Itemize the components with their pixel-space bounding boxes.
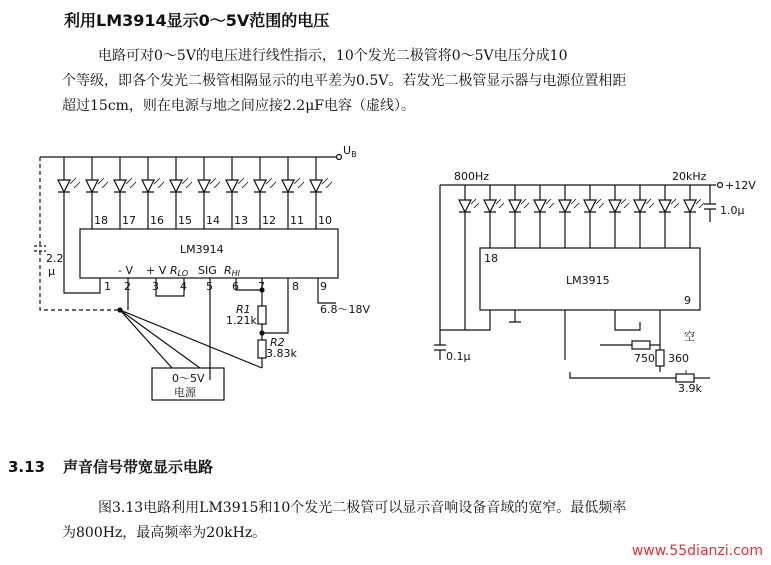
svg-text:16: 16 [150,214,164,227]
section-number: 3.13 [8,458,46,476]
svg-text:12: 12 [262,214,276,227]
r2-value: 3.83k [266,347,297,360]
chip2-pin18: 18 [484,252,498,265]
nc-label: 空 [684,330,695,343]
r2-label: R2 [270,336,285,349]
source-label: 电源 [174,386,196,399]
svg-text:17: 17 [122,214,136,227]
body-line-2: 为800Hz，最高频率为20kHz。 [62,525,267,541]
r750-label: 750 [634,352,655,365]
chip2-pin9: 9 [684,294,691,307]
svg-text:- V: - V [118,264,133,277]
svg-text:7: 7 [258,280,265,293]
r1-label: R1 [236,303,251,316]
intro-line-3: 超过15cm，则在电源与地之间应接2.2μF电容（虚线）。 [62,98,416,114]
freq-high-label: 20kHz [672,170,707,183]
svg-text:2: 2 [124,280,131,293]
supply-range: 6.8～18V [320,303,371,316]
chip1-name: LM3914 [180,243,224,256]
svg-text:9: 9 [320,280,327,293]
svg-text:8: 8 [292,280,299,293]
svg-text:10: 10 [318,214,332,227]
body-line-1: 图3.13电路利用LM3915和10个发光二极管可以显示音响设备音域的宽窄。最低频率 [98,500,627,516]
svg-text:14: 14 [206,214,220,227]
svg-text:3: 3 [152,280,159,293]
section-heading [8,456,213,477]
watermark: www.55dianzi.com [631,543,763,559]
chip2-name: LM3915 [566,274,610,287]
svg-text:6: 6 [232,280,239,293]
intro-line-1: 电路可对0～5V的电压进行线性指示，10个发光二极管将0～5V电压分成10 [98,48,568,64]
section-title: 声音信号带宽显示电路 [63,458,214,476]
svg-text:1: 1 [104,280,111,293]
svg-text:SIG: SIG [198,264,217,277]
led-array-2 [459,185,704,248]
svg-text:RHI: RHI [224,264,241,278]
svg-text:5: 5 [206,280,213,293]
source-voltage: 0～5V [172,372,205,385]
r360-label: 360 [668,352,689,365]
cap-01u-label: 0.1μ [446,350,471,363]
svg-text:13: 13 [234,214,248,227]
svg-text:18: 18 [94,214,108,227]
r1-value: 1.21k [226,314,257,327]
supply-ub-label: $U_B$ [343,144,357,159]
page-title: 利用LM3914显示0～5V范围的电压 [64,11,330,30]
svg-text:RLO: RLO [170,264,189,278]
svg-text:15: 15 [178,214,192,227]
svg-text:11: 11 [290,214,304,227]
r39k-label: 3.9k [678,382,702,395]
svg-text:+ V: + V [146,264,167,277]
intro-line-2: 个等级，即各个发光二极管相隔显示的电平差为0.5V。若发光二极管显示器与电源位置相距 [62,73,627,89]
cap-1u-label: 1.0μ [720,204,745,217]
cap1-unit: μ [48,265,55,278]
svg-text:4: 4 [180,280,187,293]
cap1-value: 2.2 [46,252,64,265]
supply-12v-label: +12V [725,179,756,192]
freq-low-label: 800Hz [454,170,490,183]
